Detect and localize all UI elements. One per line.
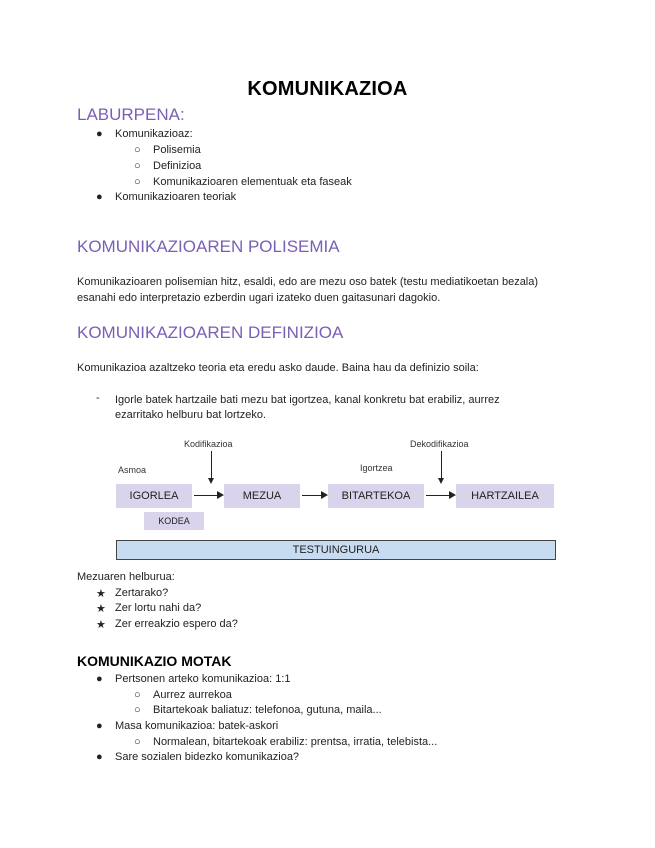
circle-bullet-icon: ○: [134, 689, 141, 701]
list-item: Komunikazioaren teoriak: [115, 191, 237, 203]
asmoa-label: Asmoa: [118, 465, 147, 475]
list-item: Normalean, bitartekoak erabiliz: prentsa, irratia, telebista...: [153, 736, 438, 748]
polisemia-paragraph-line2: esanahi edo interpretazio ezberdin ugari izateko duen gaitasunari dagokio.: [77, 292, 441, 304]
list-item: Polisemia: [153, 144, 201, 156]
list-item: Komunikazioaz:: [115, 128, 193, 140]
list-item: Zer lortu nahi da?: [115, 602, 202, 614]
bullet-dot-icon: ●: [96, 673, 103, 685]
star-icon: ★: [96, 603, 106, 615]
kodifikazioa-label: Kodifikazioa: [184, 439, 233, 449]
bitartekoa-box: BITARTEKOA: [328, 484, 424, 508]
bullet-dot-icon: ●: [96, 720, 103, 732]
list-item: Sare sozialen bidezko komunikazioa?: [115, 751, 300, 763]
polisemia-heading: KOMUNIKAZIOAREN POLISEMIA: [77, 237, 340, 256]
hartzailea-box: HARTZAILEA: [456, 484, 554, 508]
kodea-box: KODEA: [144, 512, 204, 530]
down-arrow-icon: [211, 451, 212, 482]
circle-bullet-icon: ○: [134, 160, 141, 172]
igortzea-label: Igortzea: [360, 463, 393, 473]
bullet-dot-icon: ●: [96, 128, 103, 140]
definizioa-definition-line2: ezarritako helburu bat lortzeko.: [115, 409, 267, 421]
right-arrow-icon: [426, 495, 454, 496]
testuingurua-bar: TESTUINGURUA: [116, 540, 556, 560]
star-icon: ★: [96, 619, 106, 631]
dash-bullet-icon: -: [96, 392, 100, 404]
star-icon: ★: [96, 588, 106, 600]
communication-diagram: [112, 434, 560, 562]
mezua-box: MEZUA: [224, 484, 300, 508]
polisemia-paragraph-line1: Komunikazioaren polisemian hitz, esaldi, edo are mezu oso batek (testu mediatikoetan bezala): [77, 276, 539, 288]
list-item: Bitartekoak baliatuz: telefonoa, gutuna, maila...: [153, 704, 382, 716]
igorlea-box: IGORLEA: [116, 484, 192, 508]
dekodifikazioa-label: Dekodifikazioa: [410, 439, 469, 449]
definizioa-definition-line1: Igorle batek hartzaile bati mezu bat igortzea, kanal konkretu bat erabiliz, aurrez: [115, 394, 500, 406]
bullet-dot-icon: ●: [96, 191, 103, 203]
right-arrow-icon: [302, 495, 326, 496]
list-item: Definizioa: [153, 160, 202, 172]
list-item: Masa komunikazioa: batek-askori: [115, 720, 279, 732]
list-item: Zertarako?: [115, 587, 169, 599]
definizioa-heading: KOMUNIKAZIOAREN DEFINIZIOA: [77, 323, 344, 342]
down-arrow-icon: [441, 451, 442, 482]
list-item: Pertsonen arteko komunikazioa: 1:1: [115, 673, 291, 685]
list-item: Aurrez aurrekoa: [153, 689, 232, 701]
right-arrow-icon: [194, 495, 222, 496]
motak-heading: KOMUNIKAZIO MOTAK: [77, 653, 232, 669]
page-title: KOMUNIKAZIOA: [247, 78, 408, 100]
circle-bullet-icon: ○: [134, 144, 141, 156]
definizioa-intro: Komunikazioa azaltzeko teoria eta eredu asko daude. Baina hau da definizio soila:: [77, 362, 479, 374]
circle-bullet-icon: ○: [134, 736, 141, 748]
laburpena-heading: LABURPENA:: [77, 105, 185, 124]
circle-bullet-icon: ○: [134, 176, 141, 188]
helburua-label: Mezuaren helburua:: [77, 571, 175, 583]
list-item: Zer erreakzio espero da?: [115, 618, 238, 630]
bullet-dot-icon: ●: [96, 751, 103, 763]
circle-bullet-icon: ○: [134, 704, 141, 716]
list-item: Komunikazioaren elementuak eta faseak: [153, 176, 352, 188]
